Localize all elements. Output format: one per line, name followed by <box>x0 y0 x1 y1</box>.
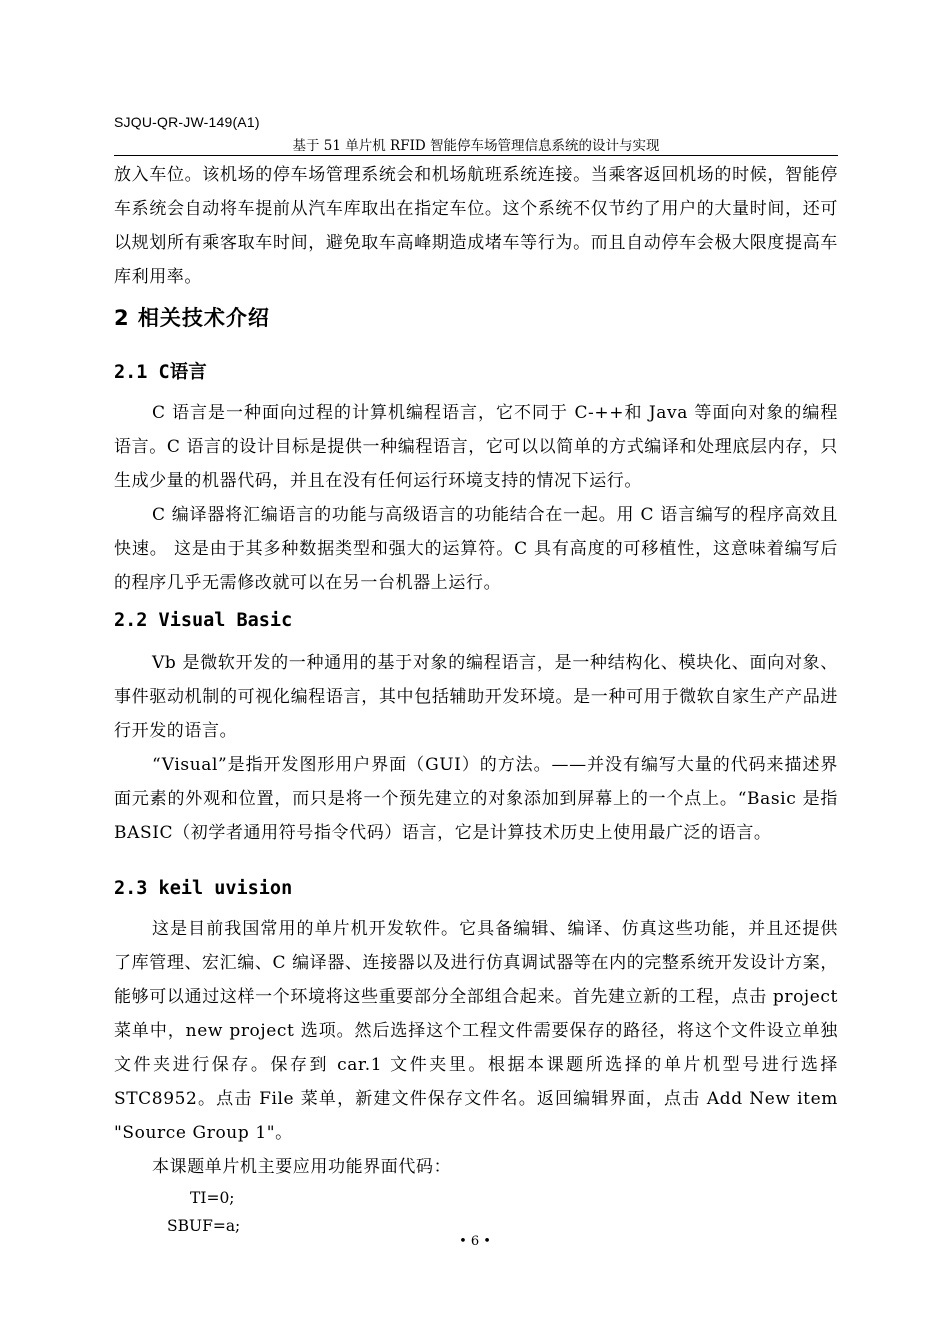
paragraph-visual-basic: “Visual”是指开发图形用户界面（GUI）的方法。——并没有编写大量的代码来描述界面元素的外观和位置，而只是将一个预先建立的对象添加到屏幕上的一个点上。“Basic 是指 BASIC（初学者通用符号指令代码）语言，它是计算技术历史上使用最广泛的语言。 <box>114 755 838 843</box>
page-number: • 6 • <box>459 1234 491 1249</box>
section-heading-2-3: 2.3 keil uvision <box>114 878 293 899</box>
section-heading-2: 2 相关技术介绍 <box>114 306 270 330</box>
paragraph-keil: 这是目前我国常用的单片机开发软件。它具备编辑、编译、仿真这些功能，并且还提供了库管理、宏汇编、C 编译器、连接器以及进行仿真调试器等在内的完整系统开发设计方案，能够可以通过这样一个环境将这些重要部分全部组合起来。首先建立新的工程，点击 project 菜单中，new project 选项。然后选择这个工程文件需要保存的路径，将这个文件设立单独文件夹进行保存。保存到 car.1 文件夹里。根据本课题所选择的单片机型号进行选择 STC8952。点击 File 菜单，新建文件保存文件名。返回编辑界面，点击 Add New item "Source Group 1"。 <box>114 919 838 1143</box>
running-title: 基于 51 单片机 RFID 智能停车场管理信息系统的设计与实现 <box>292 138 660 154</box>
section-heading-2-1: 2.1 C语言 <box>114 362 207 383</box>
document-code: SJQU-QR-JW-149(A1) <box>114 114 260 130</box>
paragraph-intro-continued: 放入车位。该机场的停车场管理系统会和机场航班系统连接。当乘客返回机场的时候，智能停车系统会自动将车提前从汽车库取出在指定车位。这个系统不仅节约了用户的大量时间，还可以规划所有乘客取车时间，避免取车高峰期造成堵车等行为。而且自动停车会极大限度提高车库利用率。 <box>114 165 838 287</box>
header-rule <box>114 155 838 156</box>
paragraph-code-intro: 本课题单片机主要应用功能界面代码： <box>152 1157 452 1177</box>
code-line-ti: TI=0; <box>190 1189 235 1207</box>
paragraph-vb-intro: Vb 是微软开发的一种通用的基于对象的编程语言，是一种结构化、模块化、面向对象、事件驱动机制的可视化编程语言，其中包括辅助开发环境。是一种可用于微软自家生产产品进行开发的语言。 <box>114 653 838 741</box>
section-heading-2-2: 2.2 Visual Basic <box>114 610 293 631</box>
page-content <box>114 158 838 1240</box>
paragraph-c-language: C 语言是一种面向过程的计算机编程语言，它不同于 C-++和 Java 等面向对象的编程语言。C 语言的设计目标是提供一种编程语言，它可以以简单的方式编译和处理底层内存，只生成少量的机器代码，并且在没有任何运行环境支持的情况下运行。 <box>114 403 838 491</box>
paragraph-c-compiler: C 编译器将汇编语言的功能与高级语言的功能结合在一起。用 C 语言编写的程序高效且快速。 这是由于其多种数据类型和强大的运算符。C 具有高度的可移植性，这意味着编写后的程序几乎无需修改就可以在另一台机器上运行。 <box>114 505 838 593</box>
code-line-sbuf: SBUF=a; <box>167 1217 241 1235</box>
